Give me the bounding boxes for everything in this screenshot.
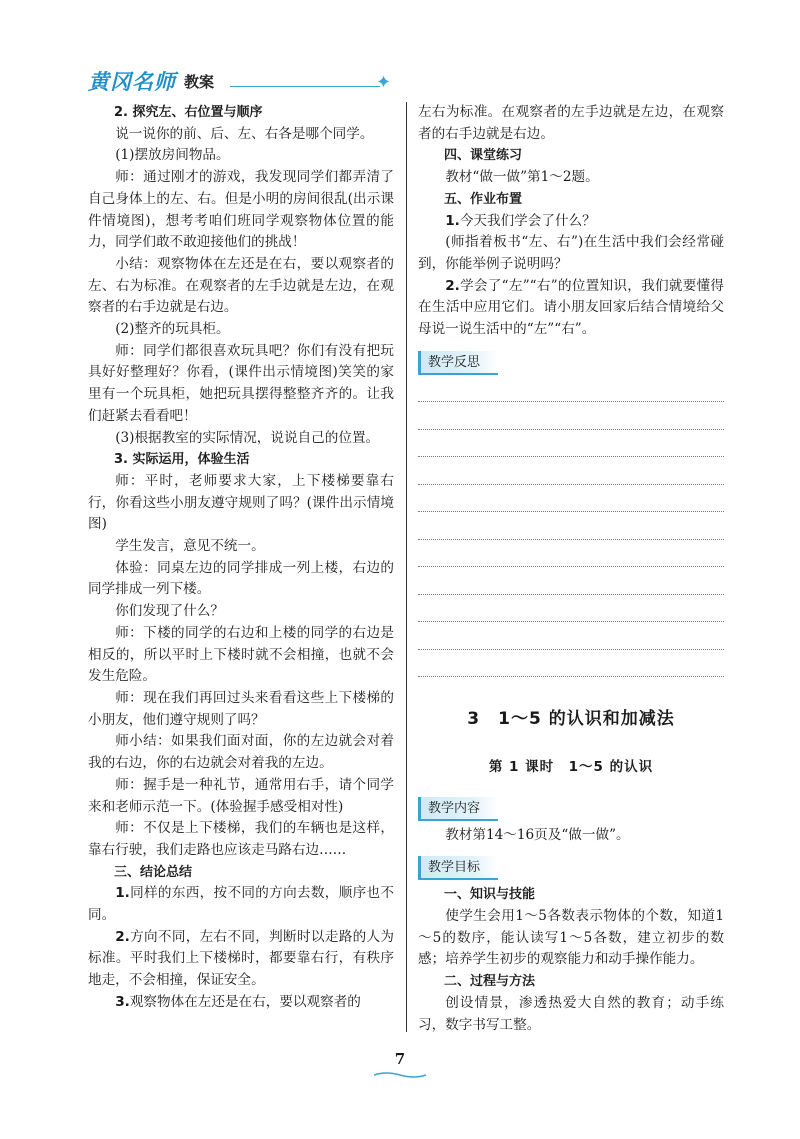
paragraph: 创设情景，渗透热爱大自然的教育；动手练习，数字书写工整。: [418, 994, 724, 1033]
left-column: [88, 102, 394, 1014]
content-tag: 教学内容: [418, 797, 498, 821]
chapter-title: 3 1～5 的认识和加减法: [467, 709, 675, 730]
dotted-line: [418, 566, 724, 567]
paragraph: 教材第14～16页及“做一做”。: [445, 826, 630, 843]
lesson-title: 第 1 课时 1～5 的认识: [488, 758, 654, 775]
paragraph: 师：同学们都很喜欢玩具吧？你们有没有把玩具好好整理好？你看，(课件出示情境图)笑笑的家里有一个玩具柜，她把玩具摆得整整齐齐的。让我们赶紧去看看吧！: [88, 342, 394, 424]
goals-section: [418, 856, 724, 1036]
reflection-tag: 教学反思: [418, 351, 498, 375]
paragraph: (1)摆放房间物品。: [115, 147, 230, 164]
paragraph: 你们发现了什么？: [115, 603, 224, 620]
numbered-item: 2.学会了“左”“右”的位置知识，我们就要懂得在生活中应用它们。请小朋友回家后结合情境给父母说一说生活中的“左”“右”。: [418, 277, 724, 338]
reflection-lines: [418, 401, 724, 677]
page-number-ornament: [372, 1071, 428, 1079]
dotted-line: [418, 429, 724, 430]
dotted-line: [418, 401, 724, 402]
numbered-item: 1.今天我们学会了什么？: [445, 212, 596, 229]
paragraph: 使学生会用1～5各数表示物体的个数，知道1～5的数序，能认读写1～5各数，建立初步的数感；培养学生初步的观察能力和动手操作能力。: [418, 908, 724, 968]
paragraph: (师指着板书“左、右”)在生活中我们会经常碰到，你能举例子说明吗？: [418, 234, 724, 272]
column-divider: [406, 102, 407, 1032]
section-heading: 3. 实际运用，体验生活: [114, 452, 250, 468]
numbered-item: 2.方向不同，左右不同，判断时以走路的人为标准。平时我们上下楼梯时，都要靠右行，有秩序地走，不会相撞，保证安全。: [88, 928, 394, 989]
dotted-line: [418, 456, 724, 457]
paragraph: (3)根据教室的实际情况，说说自己的位置。: [115, 429, 380, 446]
section-heading: 三、结论总结: [114, 864, 193, 880]
header-rule: [230, 86, 380, 87]
paragraph: 师：现在我们再回过头来看看这些上下楼梯的小朋友，他们遵守规则了吗？: [88, 689, 394, 728]
numbered-item: 1.同样的东西，按不同的方向去数，顺序也不同。: [88, 885, 394, 924]
reflection-section: [418, 351, 724, 678]
paragraph: 师：不仅是上下楼梯，我们的车辆也是这样，靠右行驶，我们走路也应该走马路右边……: [88, 820, 394, 858]
dotted-line: [418, 649, 724, 650]
paragraph: 左右为标准。在观察者的左手边就是左边，在观察者的右手边就是右边。: [418, 104, 724, 142]
dotted-line: [418, 511, 724, 512]
dotted-line: [418, 594, 724, 595]
page-number: 7: [394, 1050, 406, 1068]
paragraph: 师：握手是一种礼节，通常用右手，请个同学来和老师示范一下。(体验握手感受相对性): [88, 776, 394, 815]
paragraph: 说一说你的前、后、左、右各是哪个同学。: [115, 125, 374, 142]
brand-logo: 黄冈名师: [88, 70, 176, 94]
goals-tag: 教学目标: [418, 856, 498, 880]
section-heading: 一、知识与技能: [444, 887, 536, 903]
dotted-line: [418, 539, 724, 540]
section-heading: 2. 探究左、右位置与顺序: [114, 105, 263, 120]
header-subtitle: 教案: [184, 73, 215, 91]
right-column: [418, 102, 724, 1036]
paragraph: 学生发言，意见不统一。: [115, 538, 265, 555]
paragraph: (2)整齐的玩具柜。: [115, 321, 230, 338]
paragraph: 教材“做一做”第1～2题。: [445, 169, 599, 186]
section-heading: 二、过程与方法: [444, 974, 536, 990]
sparkle-icon: ✦: [376, 72, 392, 93]
numbered-item: 3.观察物体在左还是在右，要以观察者的: [115, 993, 361, 1010]
paragraph: 体验：同桌左边的同学排成一列上楼，右边的同学排成一列下楼。: [88, 559, 394, 598]
section-heading: 四、课堂练习: [444, 148, 523, 164]
dotted-line: [418, 621, 724, 622]
section-heading: 五、作业布置: [444, 191, 523, 207]
paragraph: 师：平时，老师要求大家，上下楼梯要靠右行，你看这些小朋友遵守规则了吗？(课件出示情境图): [88, 472, 394, 533]
paragraph: 师小结：如果我们面对面，你的左边就会对着我的右边，你的右边就会对着我的左边。: [88, 733, 394, 772]
paragraph: 师：通过刚才的游戏，我发现同学们都弄清了自己身体上的左、右。但是小明的房间很乱(出示课件情境图)，想考考咱们班同学观察物体位置的能力，同学们敢不敢迎接他们的挑战！: [88, 169, 394, 251]
page-header: [88, 66, 448, 96]
paragraph: 小结：观察物体在左还是在右，要以观察者的左、右为标准。在观察者的左手边就是左边，在观察者的右手边就是右边。: [88, 255, 394, 316]
paragraph: 师：下楼的同学的右边和上楼的同学的右边是相反的，所以平时上下楼时就不会相撞，也就不会发生危险。: [88, 624, 394, 685]
content-section: [418, 797, 724, 847]
dotted-line: [418, 676, 724, 677]
dotted-line: [418, 484, 724, 485]
